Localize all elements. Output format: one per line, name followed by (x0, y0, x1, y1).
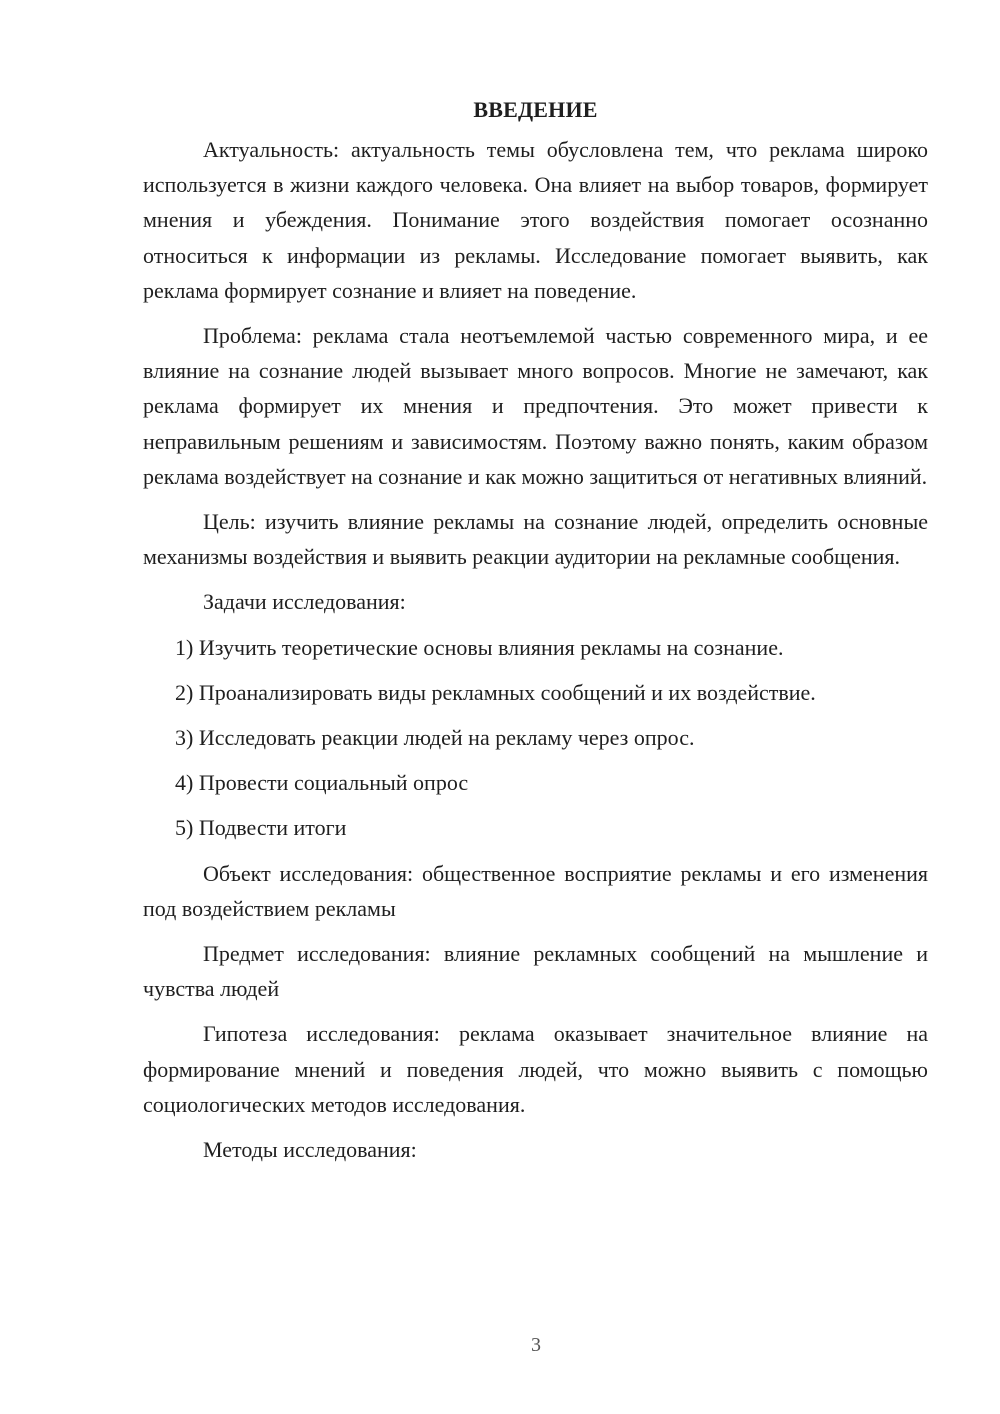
document-page (143, 92, 928, 1177)
task-item: 4) Провести социальный опрос (175, 770, 469, 796)
tasks-list (143, 630, 928, 846)
task-item: 2) Проанализировать виды рекламных сообщений и их воздействие. (175, 679, 816, 705)
problem-paragraph: Проблема: реклама стала неотъемлемой частью современного мира, и ее влияние на сознание людей вызывает много вопросов. Многие не замечают, как реклама формирует их мнения и предпочтения. Это может привести к неправильным решениям и зависимостям. Поэтому важно понять, каким образом реклама воздействует на сознание и как можно защититься от негативных влияний. (143, 323, 928, 489)
hypothesis-paragraph: Гипотеза исследования: реклама оказывает значительное влияние на формирование мнений и поведения людей, что можно выявить с помощью социологических методов исследования. (143, 1021, 928, 1117)
page-number: 3 (531, 1334, 541, 1356)
task-item: 3) Исследовать реакции людей на рекламу через опрос. (175, 725, 695, 751)
methods-heading: Методы исследования: (203, 1137, 417, 1163)
task-item: 1) Изучить теоретические основы влияния рекламы на сознание. (175, 634, 784, 660)
object-paragraph: Объект исследования: общественное восприятие рекламы и его изменения под воздействием рекламы (143, 860, 928, 921)
task-item: 5) Подвести итоги (175, 815, 347, 841)
page-title: ВВЕДЕНИЕ (473, 97, 598, 122)
subject-paragraph: Предмет исследования: влияние рекламных сообщений на мышление и чувства людей (143, 941, 928, 1002)
relevance-paragraph: Актуальность: актуальность темы обусловлена тем, что реклама широко используется в жизни каждого человека. Она влияет на выбор товаров, формирует мнения и убеждения. Понимание этого воздействия помогает осознанно относиться к информации из рекламы. Исследование помогает выявить, как реклама формирует сознание и влияет на поведение. (143, 137, 928, 303)
goal-paragraph: Цель: изучить влияние рекламы на сознание людей, определить основные механизмы воздействия и выявить реакции аудитории на рекламные сообщения. (143, 509, 928, 570)
tasks-heading: Задачи исследования: (203, 589, 406, 615)
